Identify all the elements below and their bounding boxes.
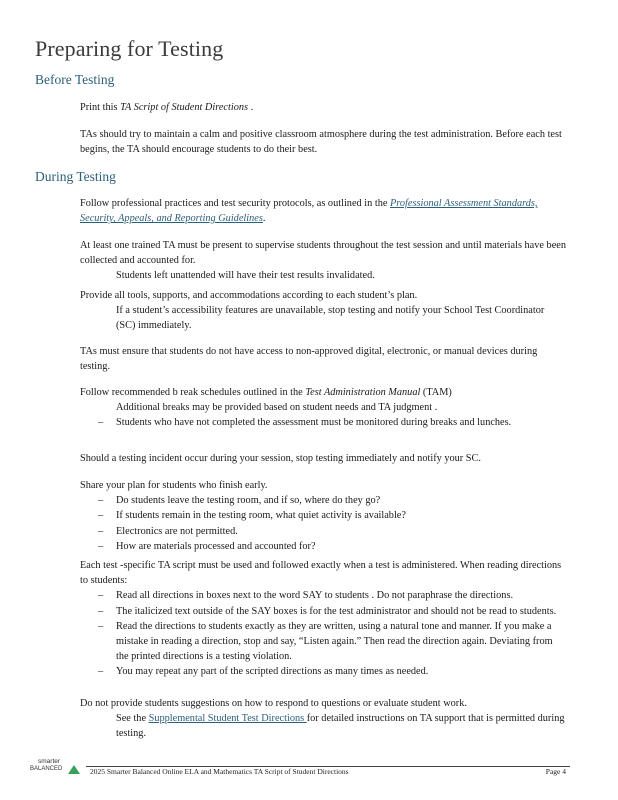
section-heading-before-testing: Before Testing [35,72,115,87]
list-item: TAs must ensure that students do not have access to non-approved digital, electronic, or manual devices during testing. [80,346,538,373]
footer-text: 2025 Smarter Balanced Online ELA and Mathematics TA Script of Student Directions [90,767,349,776]
list-item: At least one trained TA must be present to supervise students throughout the test session and until materials have been collected and accounted for. Students left unattended will have their test results invalidated. [80,240,566,282]
guidelines-link[interactable]: Professional Assessment Standards, Security, Appeals, and Reporting Guidelines [80,198,538,225]
logo-triangle-icon [68,765,80,774]
list-item: Follow recommended b reak schedules outlined in the Test Administration Manual (TAM) Additional breaks may be provided based on student needs and TA judgment . – Students who have not completed the assessment must be monitored during breaks and lunches. [46,385,566,431]
list-item: Each test -specific TA script must be used and followed exactly when a test is administered. When reading directions to students: – Read all directions in boxes next to the word SAY to students . Do not paraphrase the directions. – The italicized text outside of the SAY boxes is for the test administrator and should not be read to students. – Read the directions to students exactly as they are written, using a natural tone and manner. If you make a mistake in reading a direction, stop and say, “Listen again.” Then read the direction again. Deviating from the printed directions is a testing violation. – You may repeat any part of the scripted directions as many times as needed. [80,560,562,678]
section-heading-during-testing: During Testing [35,169,116,184]
list-item: Print this TA Script of Student Directions . [80,102,254,113]
page-title: Preparing for Testing [35,36,224,61]
list-item: TAs should try to maintain a calm and positive classroom atmosphere during the test administration. Before each test begins, the TA should encourage students to do their best. [80,129,562,156]
supplemental-directions-link[interactable]: Supplemental Student Test Directions [148,713,307,725]
list-item: Do not provide students suggestions on how to respond to questions or evaluate student work. See the Supplemental Student Test Directions for detailed instructions on TA support that is permitted during testing. [80,698,565,740]
list-item: Should a testing incident occur during your session, stop testing immediately and notify your SC. [80,453,481,464]
dash-marker: – [98,417,104,429]
list-item: Follow professional practices and test security protocols, as outlined in the Professional Assessment Standards, Security, Appeals, and Reporting Guidelines. [80,198,538,225]
smarter-balanced-logo: smarter BALANCED [28,758,80,778]
list-item: Share your plan for students who finish early. – Do students leave the testing room, and if so, where do they go? – If students remain in the testing room, what quiet activity is available? – Electronics are not permitted. – How are materials processed and accounted for? [80,480,406,552]
page-number: Page 4 [545,767,566,776]
list-item: Provide all tools, supports, and accommodations according to each student’s plan. If a student’s accessibility features are unavailable, stop testing and notify your School Test Coordinator (SC) immediately. [80,290,545,332]
